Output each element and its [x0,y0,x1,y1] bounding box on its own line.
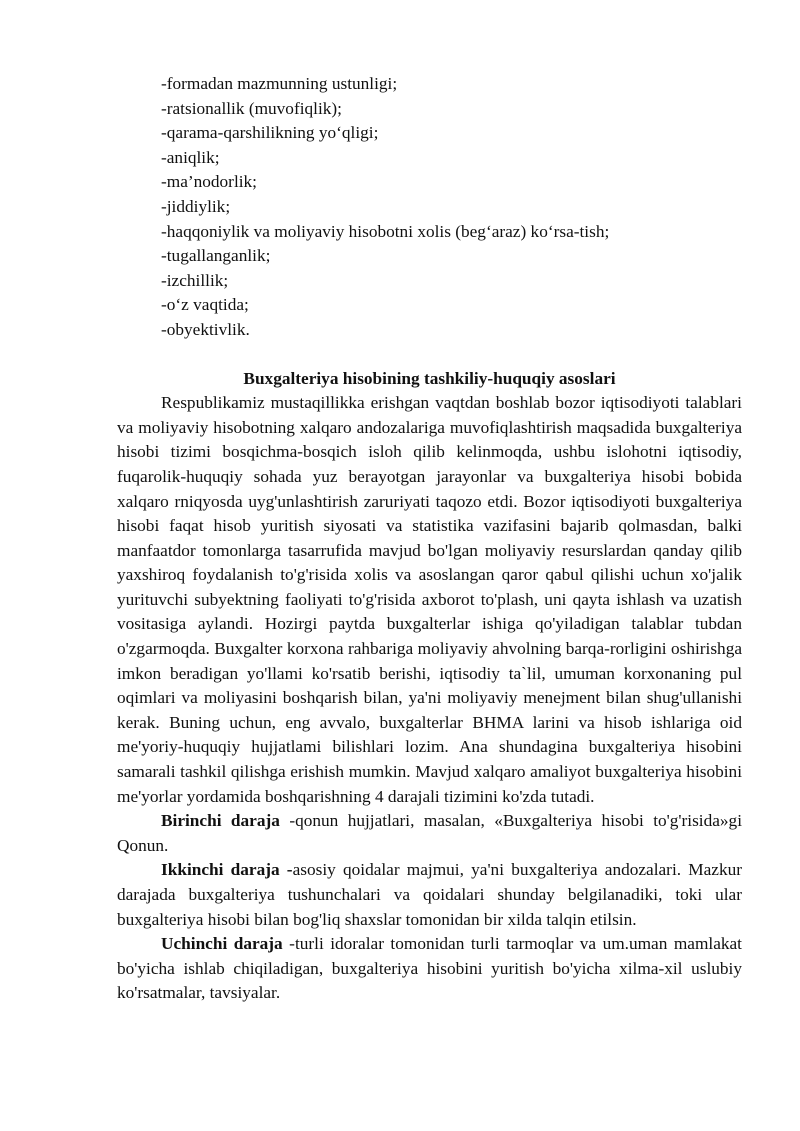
level1-text: -qonun hujjatlari, masalan, «Buxgalteriya hisobi to'g'risida»gi Qonun. [117,811,742,855]
list-item: -o‘z vaqtida; [161,295,249,315]
document-page [117,72,742,1006]
list-item: -ma’nodorlik; [161,172,257,192]
level1-term: Birinchi daraja [161,811,280,831]
principles-list [117,72,742,343]
level3-text: -turli idoralar tomonidan turli tarmoqlar va um.uman mamlakat bo'yicha ishlab chiqiladigan, buxgalteriya hisobini yuritish bo'yicha xilma-xil uslubiy ko'rsatmalar, tavsiyalar. [117,934,742,1003]
level2-text: asosiy qoidalar majmui, ya'ni buxgalteriya andozalari. Mazkur darajada buxgalteriya tushunchalari va qoidalari shunday belgilanadiki, toki ular buxgalteriya hisobi bilan bog'liq shaxslar tomonidan bir xilda talqin etilsin. [117,860,743,929]
list-item: -formadan mazmunning ustunligi; [161,74,398,93]
list-item: -ratsionallik (muvofiqlik); [161,98,342,118]
list-item: -izchillik; [161,270,229,290]
list-item: -aniqlik; [161,147,220,167]
list-item: -obyektivlik. [161,319,250,339]
level2-paragraph [117,858,742,932]
list-item: -tugallanganlik; [161,246,271,266]
list-item: -jiddiylik; [161,196,231,216]
main-paragraph: Respublikamiz mustaqillikka erishgan vaqtdan boshlab bozor iqtisodiyoti talablari va moliyaviy hisobotning xalqaro andozalariga muvofiqlashtirish maqsadida buxgalteriya hisobi tizimi bosqichma-bosqich isloh qilib kelinmoqda, ushbu islohotni iqtisodiy, fuqarolik-huquqiy sohada yuz berayotgan jarayonlar va buxgalteriya hisobi bobida xalqaro rniqyosda uyg'unlashtirish zaruriyati taqozo etdi. Bozor iqtisodiyoti buxgalteriya hisobi faqat hisob yuritish siyosati va statistika vazifasini bajarib qolmasdan, balki manfaatdor tomonlarga tasarrufida mavjud bo'lgan moliyaviy resurslardan qanday qilib yaxshiroq foydalanish to'g'risida xolis va asoslangan qaror qabul qilishi uchun xo'jalik yurituvchi subyektning faoliyati to'g'risida axborot to'plash, uni qayta ishlash va uzatish vositasiga aylandi. Hozirgi paytda buxgalterlar ishiga qo'yiladigan talablar tubdan o'zgarmoqda. Buxgalter korxona rahbariga moliyaviy ahvolning barqa-rorligini oshirishga imkon beradigan yo'llami ko'rsatib berishi, iqtisodiy ta`lil, umuman korxonaning pul oqimlari va moliyasini boshqarish bilan, ya'ni moliyaviy menejment bilan shug'ullanishi kerak. Buning uchun, eng avvalo, buxgalterlar BHMA larini va hisob ishlariga oid me'yoriy-huquqiy hujjatlami bilishlari lozim. Ana shundagina buxgalteriya hisobini samarali tashkil qilishga erishish mumkin. Mavjud xalqaro amaliyot buxgalteriya hisobini me'yorlar yordamida boshqarishning 4 darajali tizimini ko'zda tutadi. [117,393,742,806]
section-heading: Buxgalteriya hisobining tashkiliy-huquqiy asoslari [243,368,616,388]
level1-paragraph [117,809,742,858]
level3-paragraph [117,932,742,1006]
list-item: -haqqoniylik va moliyaviy hisobotni xolis (beg‘araz) ko‘rsa-tish; [161,221,610,241]
list-item: -qarama-qarshilikning yo‘qligi; [161,123,379,143]
level2-term: Ikkinchi daraja - [161,860,293,880]
level3-term: Uchinchi daraja [161,934,283,954]
